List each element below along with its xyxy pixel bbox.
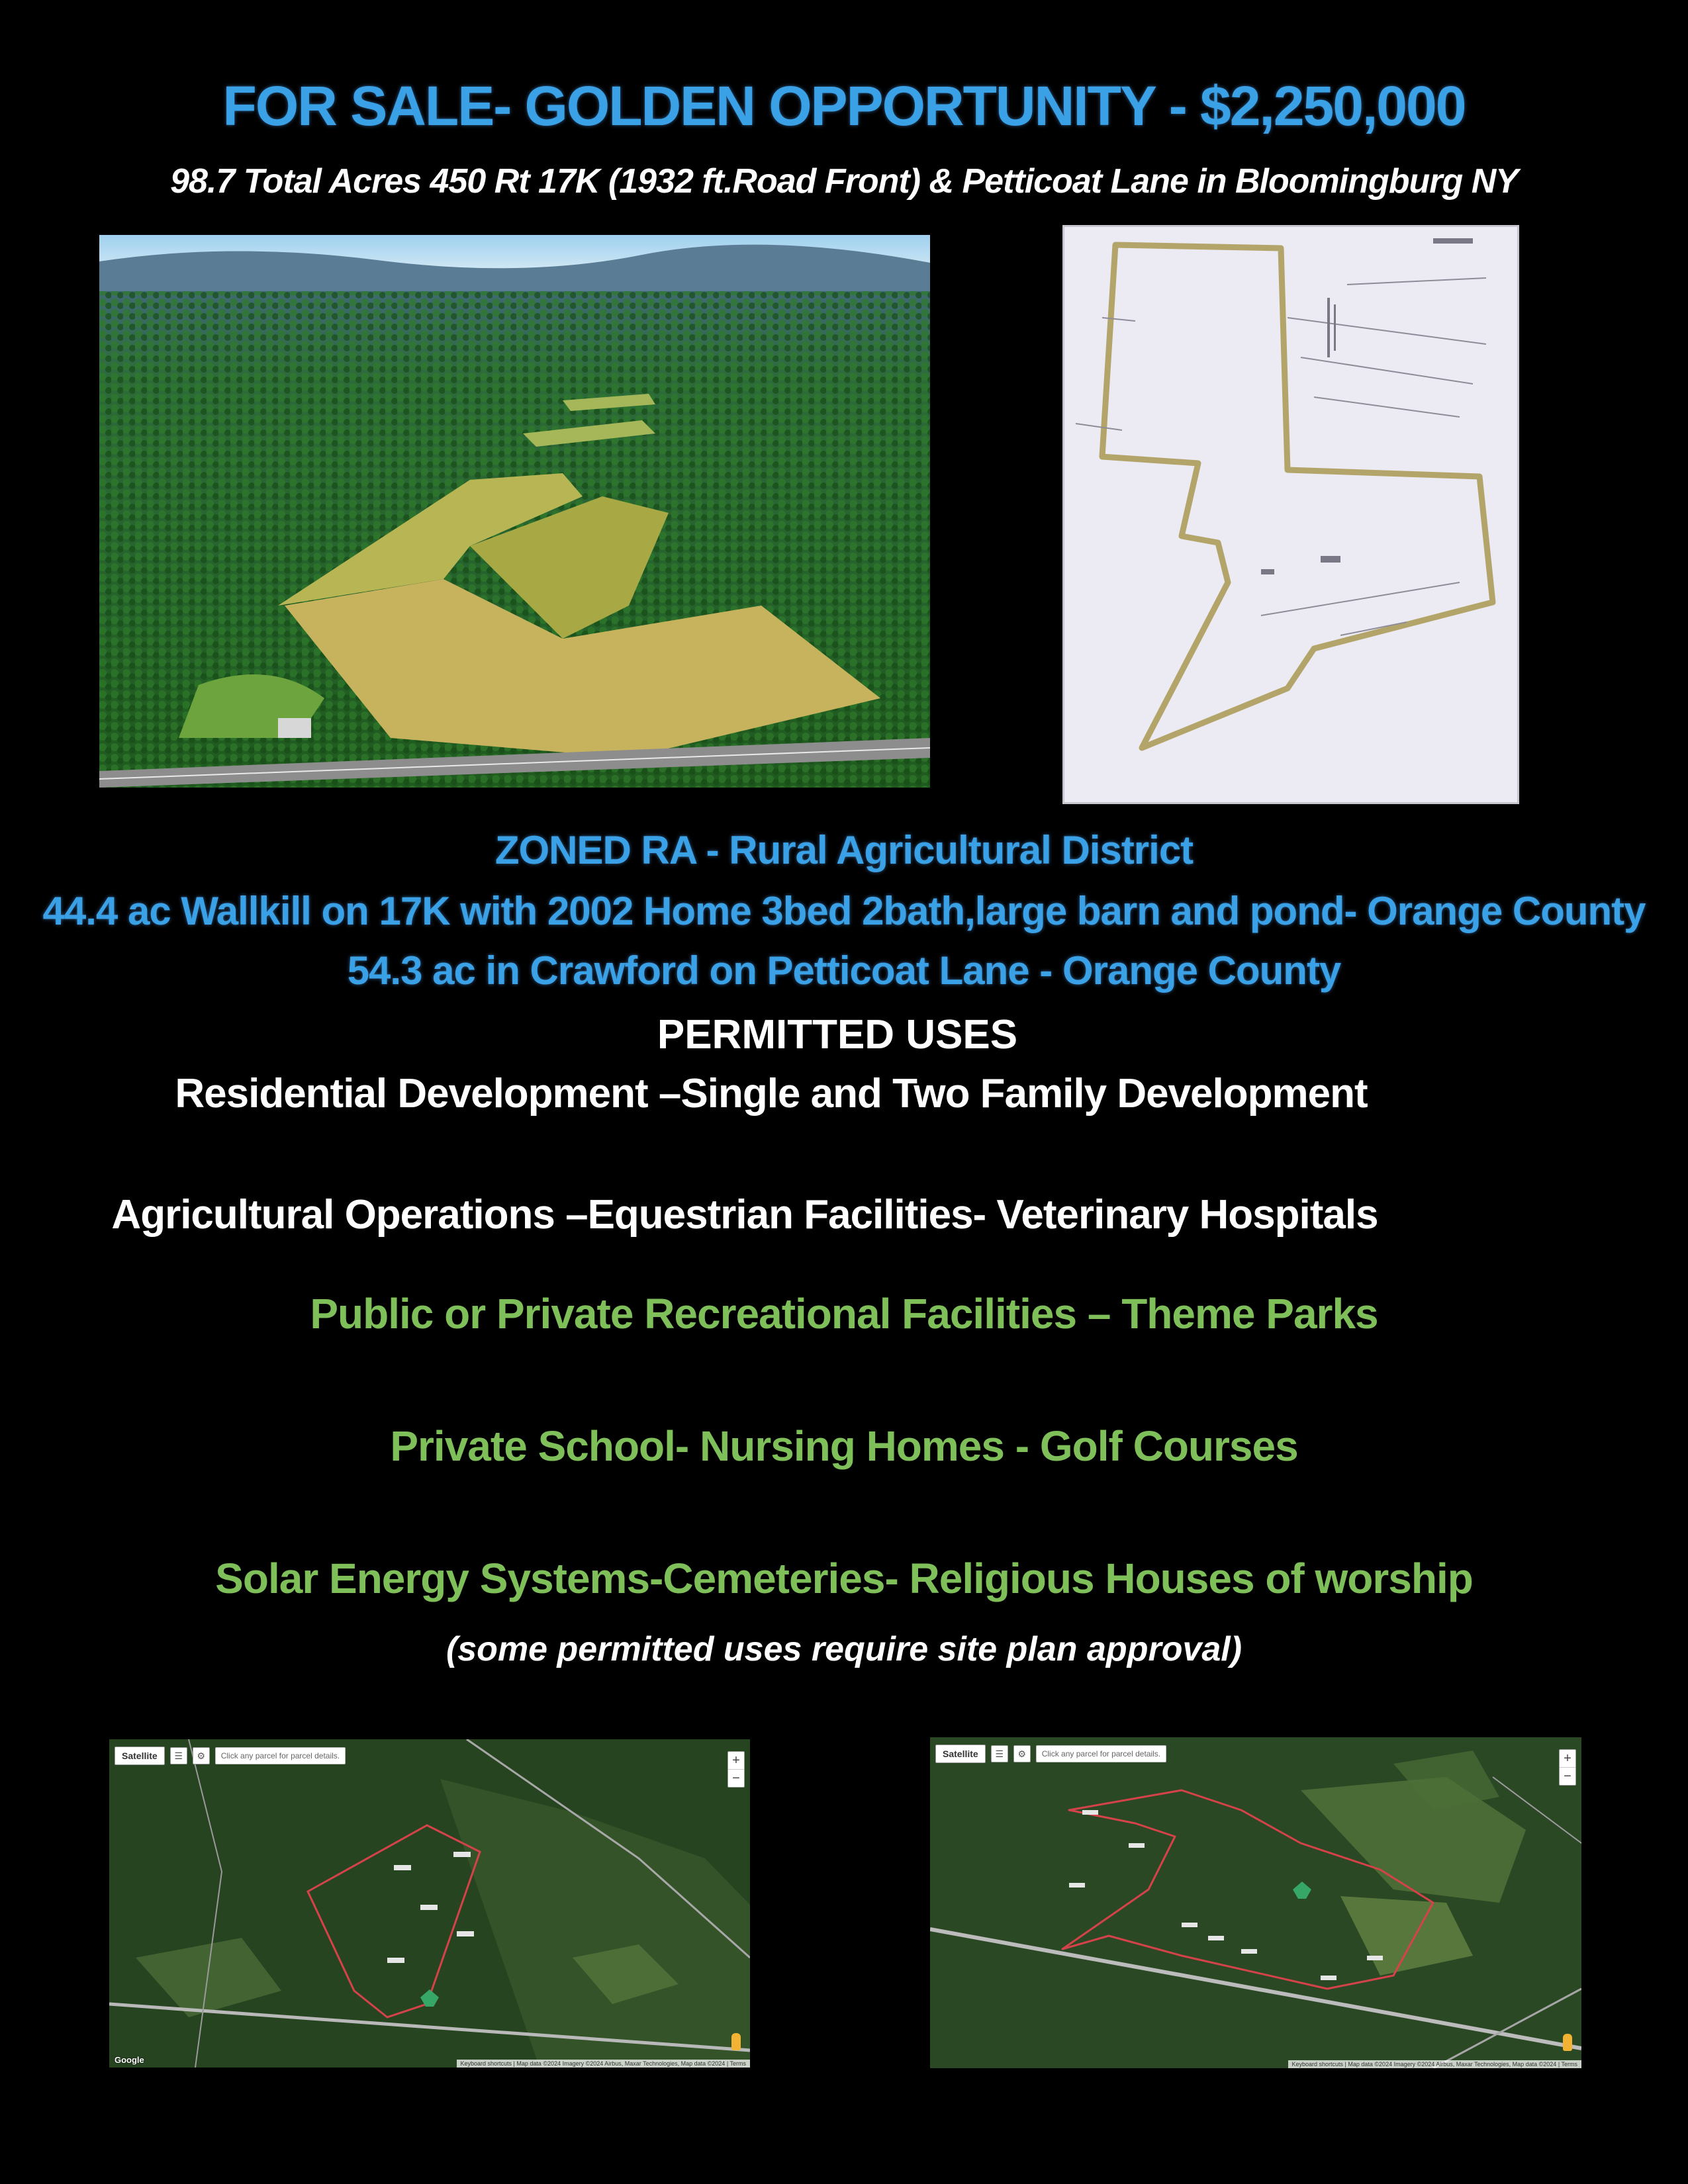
map-attribution: Keyboard shortcuts | Map data ©2024 Imagery ©2024 Airbus, Maxar Technologies, Map data ©2024 | Terms (457, 2060, 750, 2068)
zoom-in-button[interactable]: + (732, 1753, 740, 1768)
permitted-school: Private School- Nursing Homes - Golf Courses (390, 1422, 1298, 1470)
street-view-pegman-icon[interactable] (1563, 2034, 1572, 2051)
google-logo: Google (115, 2055, 144, 2065)
settings-icon[interactable]: ⚙ (193, 1747, 210, 1764)
permitted-agricultural: Agricultural Operations –Equestrian Facilities- Veterinary Hospitals (111, 1192, 1378, 1238)
zoning-line-district: ZONED RA - Rural Agricultural District (494, 828, 1194, 872)
permitted-uses-heading: PERMITTED USES (657, 1012, 1018, 1058)
settings-icon[interactable]: ⚙ (1013, 1745, 1031, 1762)
zoom-out-button[interactable]: − (1560, 1767, 1575, 1785)
satellite-map-crawford[interactable] (930, 1737, 1581, 2068)
zoning-line-wallkill: 44.4 ac Wallkill on 17K with 2002 Home 3bed 2bath,large barn and pond- Orange County (42, 889, 1646, 933)
satellite-toggle-button[interactable]: Satellite (935, 1745, 986, 1763)
layers-icon[interactable]: ☰ (170, 1747, 187, 1764)
zoom-in-button[interactable]: + (1564, 1751, 1571, 1766)
zoom-control (727, 1751, 745, 1788)
layers-icon[interactable]: ☰ (991, 1745, 1008, 1762)
survey-map (1062, 225, 1519, 804)
zoom-control (1559, 1749, 1576, 1786)
site-plan-note: (some permitted uses require site plan approval) (445, 1630, 1243, 1668)
zoning-line-crawford: 54.3 ac in Crawford on Petticoat Lane - Orange County (347, 948, 1341, 993)
street-view-pegman-icon[interactable] (731, 2033, 741, 2050)
aerial-photo (99, 235, 930, 788)
map-toolbar (935, 1744, 1166, 1764)
zoom-out-button[interactable]: − (728, 1769, 744, 1787)
parcel-hint: Click any parcel for parcel details. (1036, 1745, 1166, 1762)
permitted-residential: Residential Development –Single and Two Family Development (175, 1071, 1368, 1116)
permitted-recreational: Public or Private Recreational Facilities – Theme Parks (310, 1290, 1378, 1338)
page-title: FOR SALE- GOLDEN OPPORTUNITY - $2,250,000 (222, 75, 1466, 137)
satellite-toggle-button[interactable]: Satellite (115, 1747, 165, 1765)
permitted-solar: Solar Energy Systems-Cemeteries- Religious Houses of worship (215, 1555, 1473, 1602)
satellite-map-wallkill[interactable] (109, 1739, 750, 2068)
map-toolbar (115, 1746, 346, 1766)
parcel-hint: Click any parcel for parcel details. (215, 1747, 346, 1764)
page-subtitle: 98.7 Total Acres 450 Rt 17K (1932 ft.Road Front) & Petticoat Lane in Bloomingburg NY (170, 162, 1518, 201)
map-attribution: Keyboard shortcuts | Map data ©2024 Imagery ©2024 Airbus, Maxar Technologies, Map data ©2024 | Terms (1288, 2060, 1581, 2068)
